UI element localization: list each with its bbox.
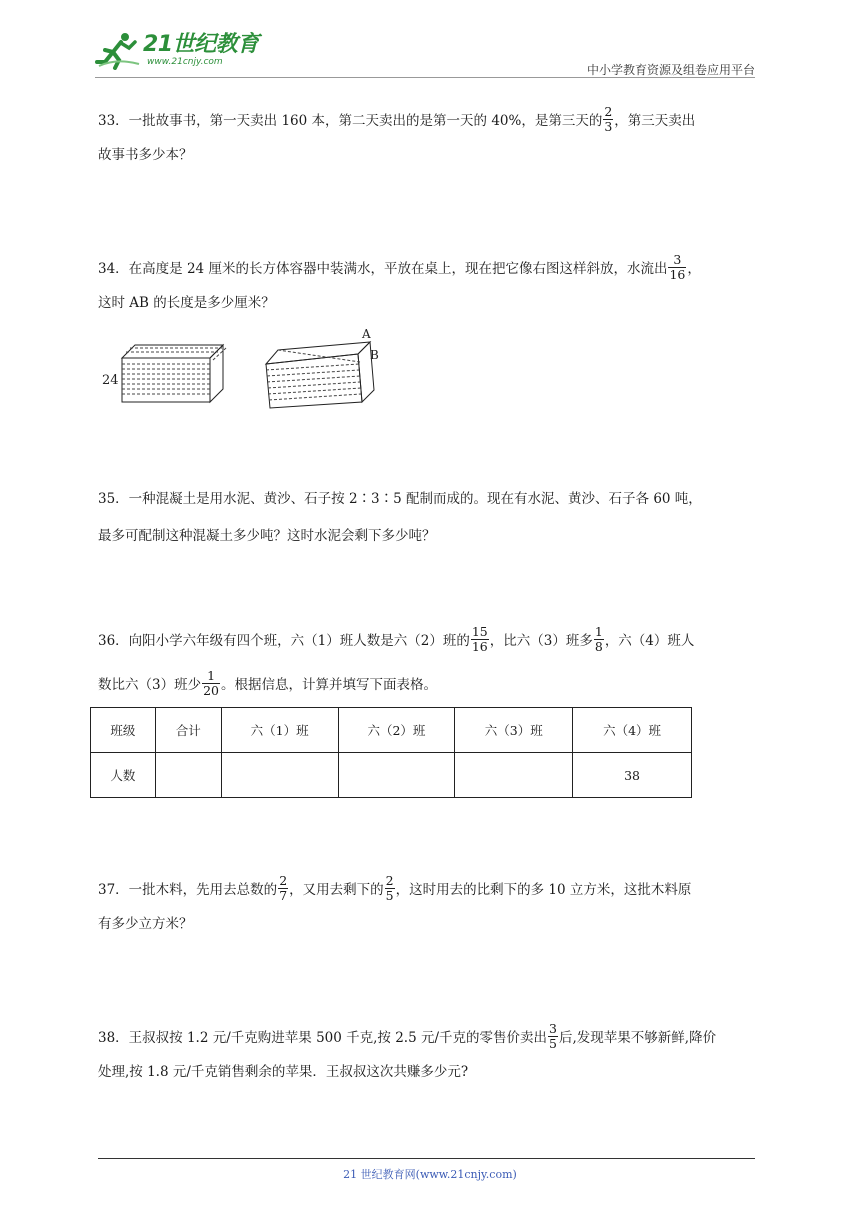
table-header-cell: 六（1）班 [221,708,338,753]
q38-text-line2: 处理,按 1.8 元/千克销售剩余的苹果．王叔叔这次共赚多少元? [98,1064,469,1080]
question-34 [98,252,762,315]
q37-text-a: 37．一批木料，先用去总数的 [98,882,278,898]
footer-divider [98,1158,755,1159]
q36-text-c: ，六（4）班人 [604,633,695,649]
class-size-table [90,707,692,798]
tilted-container [266,342,374,408]
q33-fraction: $\frac{2}{3}$ [604,104,613,134]
q33-text-b: ，第三天卖出 [614,113,696,129]
container-diagram [98,322,398,412]
q37-fraction-2: $\frac{2}{5}$ [385,873,394,903]
table-row [91,753,692,798]
table-cell: 人数 [91,753,156,798]
q35-text-line1: 35．一种混凝土是用水泥、黄沙、石子按 2∶3∶5 配制而成的。现在有水泥、黄沙、石子各 60 吨， [98,491,702,507]
site-logo[interactable] [95,30,259,70]
q36-text-b: ，比六（3）班多 [489,633,593,649]
table-header-cell: 六（2）班 [338,708,455,753]
label-a: A [362,327,371,341]
question-38 [98,1021,762,1084]
platform-caption: 中小学教育资源及组卷应用平台 [586,63,755,77]
runner-logo-icon [95,30,141,70]
page-header [95,28,755,78]
upright-container [122,345,226,402]
q37-text-b: ，又用去剩下的 [289,882,384,898]
table-header-cell: 六（3）班 [455,708,573,753]
q38-fraction: $\frac{3}{5}$ [549,1021,557,1051]
table-cell [338,753,455,798]
logo-url: www.21cnjy.com [147,57,223,67]
q34-fraction: $\frac{3}{16}$ [669,252,686,282]
q37-text-line2: 有多少立方米？ [98,916,193,932]
question-35 [98,488,762,548]
table-cell [155,753,221,798]
header-divider [95,77,755,78]
question-37 [98,873,762,936]
q33-text-line2: 故事书多少本？ [98,147,193,163]
table-cell [221,753,338,798]
q36-text-e: 。根据信息，计算并填写下面表格。 [221,677,437,693]
table-header-row [91,708,692,753]
q34-text-line2: 这时 AB 的长度是多少厘米？ [98,295,275,311]
table-header-cell: 班级 [91,708,156,753]
q33-text-a: 33．一批故事书，第一天卖出 160 本，第二天卖出的是第一天的 40%，是第三天的 [98,113,603,129]
q36-fraction-2: $\frac{1}{8}$ [594,624,603,654]
q37-fraction-1: $\frac{2}{7}$ [279,873,288,903]
q34-figure [98,322,398,412]
q38-text-b: 后,发现苹果不够新鲜,降价 [558,1030,717,1046]
logo-title: 21世纪教育 [143,32,259,57]
question-36 [98,624,762,698]
table-header-cell: 六（4）班 [573,708,692,753]
question-33 [98,104,762,167]
label-b: B [370,348,379,362]
q36-fraction-3: $\frac{1}{20}$ [203,668,219,698]
q36-text-a: 36．向阳小学六年级有四个班，六（1）班人数是六（2）班的 [98,633,470,649]
table-header-cell: 合计 [155,708,221,753]
height-label: 24 [102,373,119,388]
q34-text-b: ， [687,261,701,277]
table-cell: 38 [573,753,692,798]
q35-text-line2: 最多可配制这种混凝土多少吨？这时水泥会剩下多少吨？ [98,528,436,544]
q34-text-a: 34．在高度是 24 厘米的长方体容器中装满水，平放在桌上，现在把它像右图这样斜放，水流出 [98,261,668,277]
q36-text-d: 数比六（3）班少 [98,677,202,693]
q37-text-c: ，这时用去的比剩下的多 10 立方米，这批木料原 [395,882,692,898]
q36-fraction-1: $\frac{15}{16}$ [471,624,488,654]
table-cell [455,753,573,798]
q38-text-a: 38．王叔叔按 1.2 元/千克购进苹果 500 千克,按 2.5 元/千克的零售价卖出 [98,1030,548,1046]
footer-link[interactable]: 21 世纪教育网(www.21cnjy.com) [343,1168,517,1181]
